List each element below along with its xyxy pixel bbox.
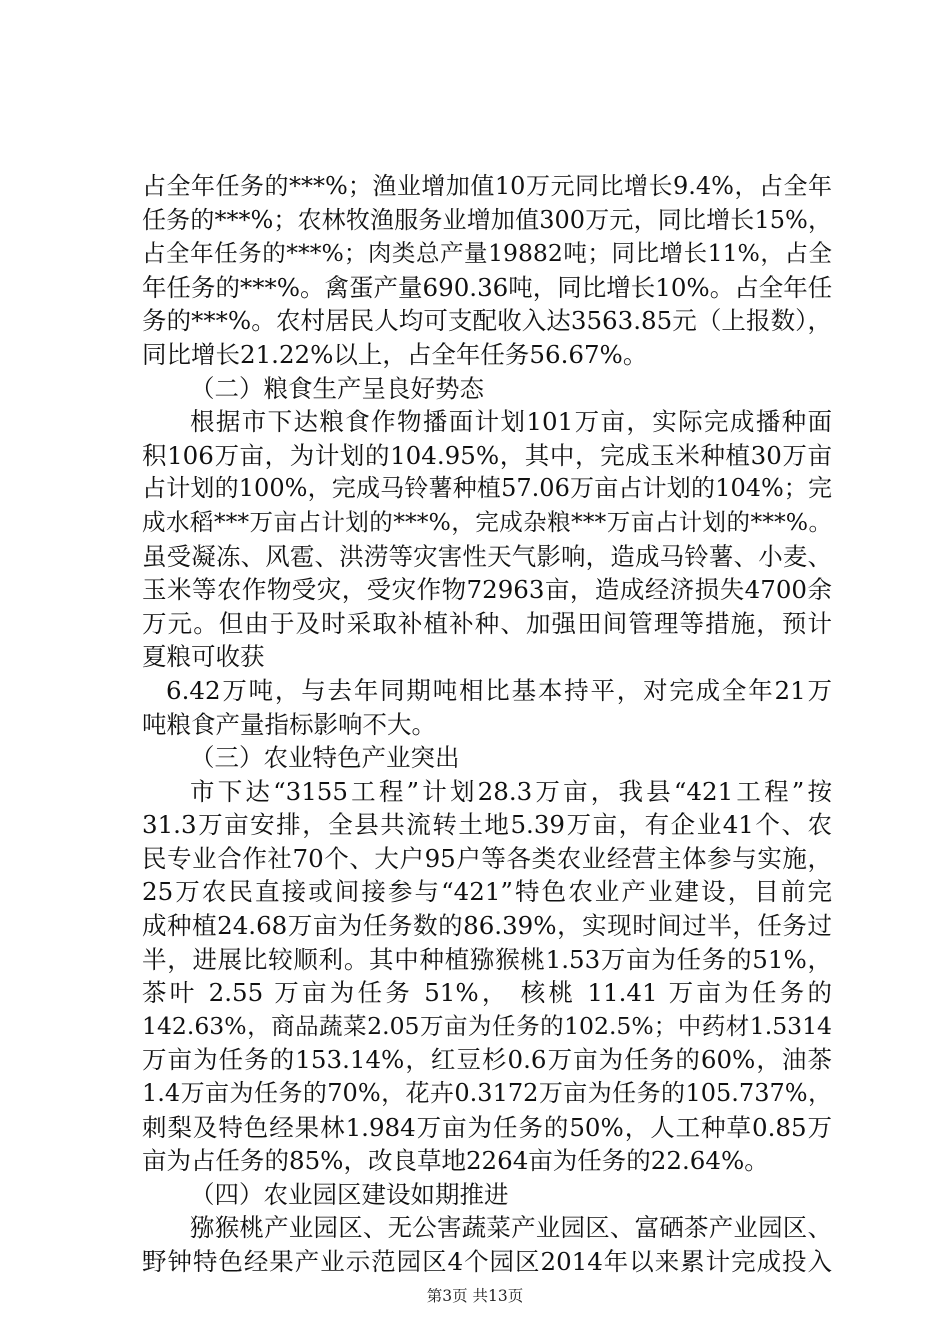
text-line: 根据市下达粮食作物播面计划101万亩，实际完成播种面 — [190, 407, 832, 437]
text-line: 夏粮可收获 — [142, 642, 265, 672]
text-line: 25万农民直接或间接参与“421”特色农业产业建设，目前完 — [142, 877, 832, 907]
text-line: 亩为占任务的85%，改良草地2264亩为任务的22.64%。 — [142, 1146, 769, 1176]
text-line: 积106万亩，为计划的104.95%，其中，完成玉米种植30万亩 — [142, 440, 832, 470]
text-line: 半，进展比较顺利。其中种植猕猴桃1.53万亩为任务的51%， — [142, 944, 832, 974]
text-line: 市下达“3155工程”计划28.3万亩，我县“421工程”按 — [190, 776, 832, 806]
text-line: 虽受凝冻、风雹、洪涝等灾害性天气影响，造成马铃薯、小麦、 — [142, 541, 832, 571]
text-line: 占全年任务的***%；渔业增加值10万元同比增长9.4%，占全年 — [142, 172, 832, 200]
section-heading: （三）农业特色产业突出 — [190, 743, 460, 773]
text-line: 6.42万吨，与去年同期吨相比基本持平，对完成全年21万 — [166, 675, 832, 705]
section-heading: （二）粮食生产呈良好势态 — [190, 373, 484, 403]
text-line: 猕猴桃产业园区、无公害蔬菜产业园区、富硒茶产业园区、 — [190, 1213, 832, 1243]
text-line: 占计划的100%，完成马铃薯种植57.06万亩占计划的104%；完 — [142, 474, 832, 503]
text-line: 同比增长21.22%以上，占全年任务56.67%。 — [142, 339, 648, 369]
text-line: 年任务的***%。禽蛋产量690.36吨，同比增长10%。占全年任 — [142, 272, 833, 302]
text-line: 占全年任务的***%；肉类总产量19882吨；同比增长11%，占全 — [142, 239, 832, 268]
text-line: 任务的***%；农林牧渔服务业增加值300万元，同比增长15%， — [142, 205, 832, 234]
text-line: 成水稻***万亩占计划的***%，完成杂粮***万亩占计划的***%。 — [142, 507, 832, 536]
text-line: 142.63%，商品蔬菜2.05万亩为任务的102.5%；中药材1.5314 — [142, 1011, 832, 1040]
text-line: 民专业合作社70个、大户95户等各类农业经营主体参与实施， — [142, 843, 832, 873]
text-line: 31.3万亩安排，全县共流转土地5.39万亩，有企业41个、农 — [142, 810, 832, 840]
page-footer: 第3页 共13页 — [426, 1287, 524, 1305]
text-line: 务的***%。农村居民人均可支配收入达3563.85元（上报数）， — [142, 306, 832, 336]
text-line: 刺梨及特色经果林1.984万亩为任务的50%，人工种草0.85万 — [142, 1112, 832, 1142]
section-heading: （四）农业园区建设如期推进 — [190, 1179, 509, 1209]
text-line: 万亩为任务的153.14%，红豆杉0.6万亩为任务的60%，油茶 — [142, 1045, 832, 1075]
text-line: 野钟特色经果产业示范园区4个园区2014年以来累计完成投入 — [142, 1247, 832, 1276]
text-line: 成种植24.68万亩为任务数的86.39%，实现时间过半，任务过 — [142, 911, 832, 941]
text-line: 万元。但由于及时采取补植补种、加强田间管理等措施，预计 — [142, 608, 832, 638]
document-body — [142, 170, 832, 1279]
text-line: 茶叶 2.55 万亩为任务 51%， 核桃 11.41 万亩为任务的 — [142, 978, 832, 1008]
text-line: 1.4万亩为任务的70%，花卉0.3172万亩为任务的105.737%， — [142, 1079, 832, 1108]
text-line: 玉米等农作物受灾，受灾作物72963亩，造成经济损失4700余 — [142, 575, 832, 605]
text-line: 吨粮食产量指标影响不大。 — [142, 709, 436, 739]
